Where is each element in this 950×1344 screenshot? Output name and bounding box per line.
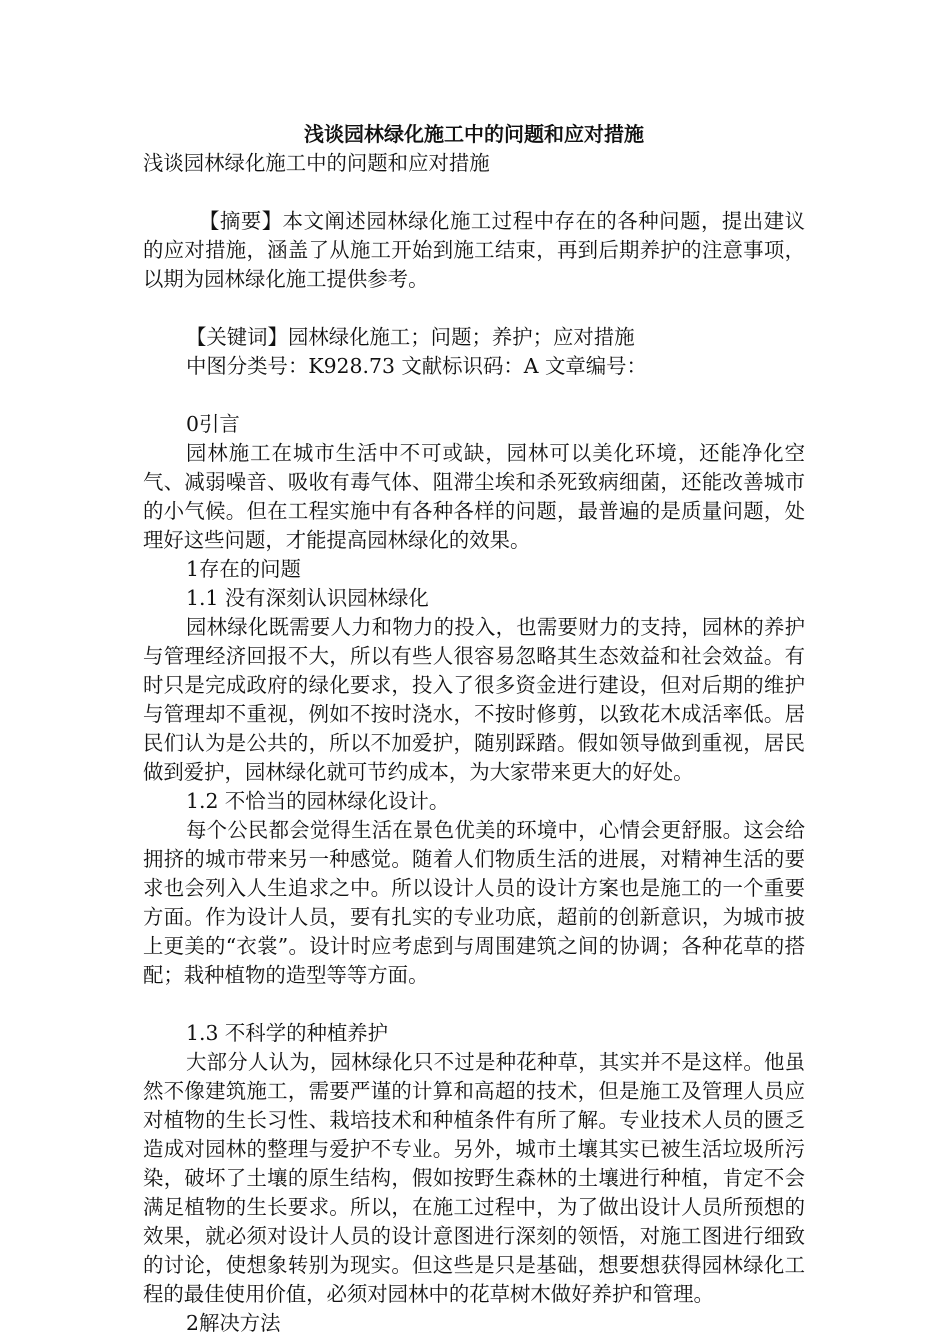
subsection-paragraph-1-2: 每个公民都会觉得生活在景色优美的环境中，心情会更舒服。这会给拥挤的城市带来另一种感觉。随着人们物质生活的进展，对精神生活的要求也会列入人生追求之中。所以设计人员的设计方案也是施工的一个重要方面。作为设计人员，要有扎实的专业功底，超前的创新意识，为城市披上更美的“衣裳”。设计时应考虑到与周围建筑之间的协调；各种花草的搭配；栽种植物的造型等等方面。 (143, 818, 805, 987)
spacer (143, 178, 805, 207)
subsection-paragraph-1-1: 园林绿化既需要人力和物力的投入，也需要财力的支持，园林的养护与管理经济回报不大，所以有些人很容易忽略其生态效益和社会效益。有时只是完成政府的绿化要求，投入了很多资金进行建设，但对后期的维护与管理却不重视，例如不按时浇水，不按时修剪，以致花木成活率低。居民们认为是公共的，所以不加爱护，随别踩踏。假如领导做到重视，居民做到爱护，园林绿化就可节约成本，为大家带来更大的好处。 (143, 615, 805, 784)
spacer (143, 381, 805, 410)
subsection-heading-1-2: 1.2 不恰当的园林绿化设计。 (186, 789, 450, 813)
intro-paragraph: 园林施工在城市生活中不可或缺，园林可以美化环境，还能净化空气、减弱噪音、吸收有毒气体、阻滞尘埃和杀死致病细菌，还能改善城市的小气候。但在工程实施中有各种各样的问题，最普遍的是质量问题，处理好这些问题，才能提高园林绿化的效果。 (143, 441, 805, 552)
section-heading-intro: 0引言 (186, 412, 240, 436)
abstract-paragraph: 【摘要】本文阐述园林绿化施工过程中存在的各种问题，提出建议的应对措施，涵盖了从施工开始到施工结束，再到后期养护的注意事项，以期为园林绿化施工提供参考。 (143, 209, 805, 291)
subsection-heading-1-1: 1.1 没有深刻认识园林绿化 (186, 586, 429, 610)
document-subtitle: 浅谈园林绿化施工中的问题和应对措施 (143, 151, 490, 175)
spacer (143, 990, 805, 1019)
document-title: 浅谈园林绿化施工中的问题和应对措施 (304, 122, 644, 146)
section-heading-solutions: 2解决方法 (186, 1311, 281, 1335)
subsection-heading-1-3: 1.3 不科学的种植养护 (186, 1021, 389, 1045)
classification-line: 中图分类号：K928.73 文献标识码：A 文章编号： (186, 354, 647, 378)
keywords-line: 【关键词】园林绿化施工；问题；养护；应对措施 (186, 325, 635, 349)
subsection-paragraph-1-3: 大部分人认为，园林绿化只不过是种花种草，其实并不是这样。他虽然不像建筑施工，需要严谨的计算和高超的技术，但是施工及管理人员应对植物的生长习性、栽培技术和种植条件有所了解。专业技术人员的匮乏造成对园林的整理与爱护不专业。另外，城市土壤其实已被生活垃圾所污染，破坏了土壤的原生结构，假如按野生森林的土壤进行种植，肯定不会满足植物的生长要求。所以，在施工过程中，为了做出设计人员所预想的效果，就必须对设计人员的设计意图进行深刻的领悟，对施工图进行细致的讨论，使想象转别为现实。但这些是只是基础，想要想获得园林绿化工程的最佳使用价值，必须对园林中的花草树木做好养护和管理。 (143, 1050, 805, 1306)
spacer (143, 294, 805, 323)
document-page (143, 120, 805, 1338)
section-heading-problems: 1存在的问题 (186, 557, 301, 581)
